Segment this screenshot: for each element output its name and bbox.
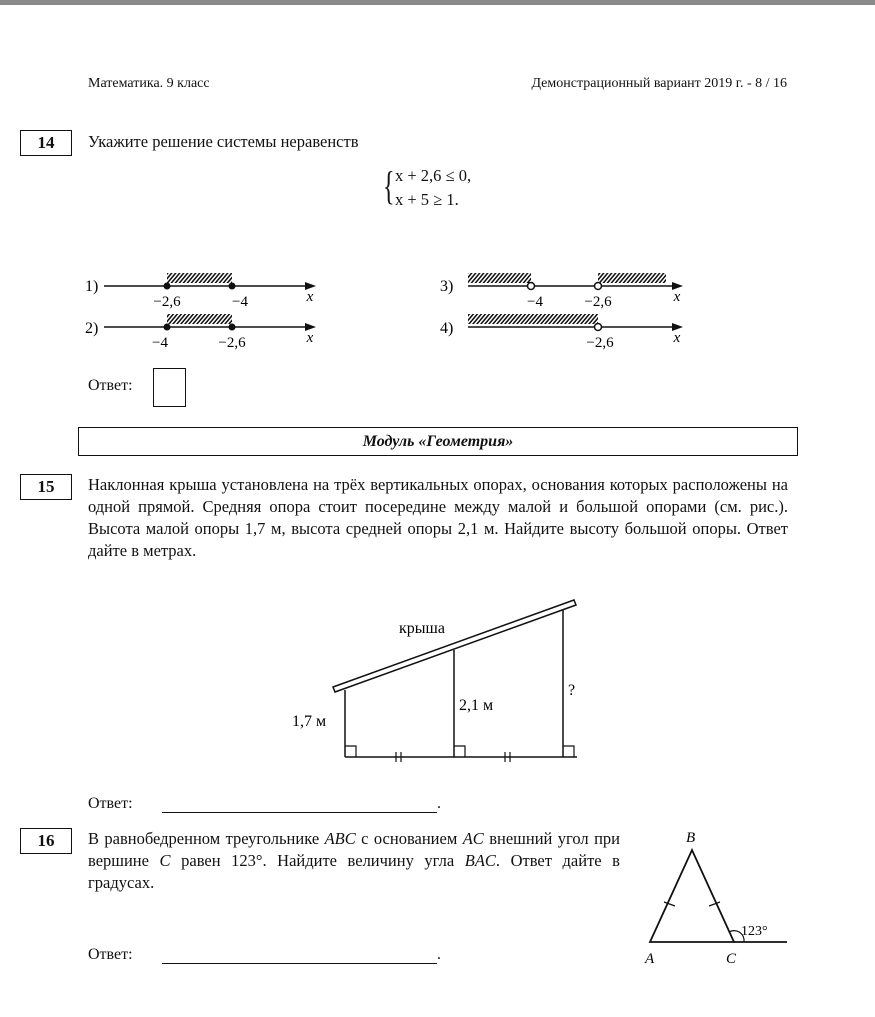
option-1-point-a bbox=[164, 283, 171, 290]
q16-text-5: . Ответ дайте в градусах. bbox=[88, 851, 620, 892]
question-16-number: 16 bbox=[20, 828, 72, 854]
header-subject: Математика. 9 класс bbox=[88, 76, 210, 91]
q16-answer-line[interactable] bbox=[162, 963, 437, 964]
option-2-hatch bbox=[167, 314, 232, 324]
q16-answer-label: Ответ: bbox=[88, 946, 133, 963]
angle-label: 123° bbox=[741, 924, 768, 939]
option-4-tick: −2,6 bbox=[586, 335, 614, 351]
inequality-1: x + 2,6 ≤ 0, bbox=[395, 166, 472, 185]
roof-label: крыша bbox=[399, 620, 445, 637]
right-angle-large bbox=[563, 746, 574, 757]
question-15-number: 15 bbox=[20, 474, 72, 500]
q15-answer-end: . bbox=[437, 795, 441, 812]
top-border bbox=[0, 0, 875, 5]
tick-ab bbox=[664, 902, 675, 906]
right-angle-small bbox=[345, 746, 356, 757]
q16-text-abc: ABC bbox=[324, 829, 356, 848]
question-14-text: Укажите решение системы неравенств bbox=[88, 132, 359, 151]
option-1-tick-a: −2,6 bbox=[153, 294, 181, 310]
option-2-label: 2) bbox=[85, 320, 99, 337]
option-3-hatch-left bbox=[468, 273, 531, 283]
option-3-axis-label: x bbox=[673, 289, 681, 305]
right-angle-middle bbox=[454, 746, 465, 757]
inequality-2: x + 5 ≥ 1. bbox=[395, 190, 459, 209]
option-1[interactable] bbox=[85, 273, 316, 310]
q16-answer-end: . bbox=[437, 946, 441, 963]
vertex-a: A bbox=[645, 951, 655, 967]
middle-height-label: 2,1 м bbox=[459, 697, 494, 714]
option-1-tick-b: −4 bbox=[232, 294, 248, 310]
q15-answer-line[interactable] bbox=[162, 812, 437, 813]
option-2-axis-label: x bbox=[306, 330, 314, 346]
vertex-c: C bbox=[726, 951, 737, 967]
triangle-abc bbox=[650, 850, 734, 942]
option-1-point-b bbox=[229, 283, 236, 290]
number-line-options bbox=[0, 262, 875, 382]
option-4-label: 4) bbox=[440, 320, 454, 337]
option-4-point bbox=[595, 324, 602, 331]
option-2[interactable] bbox=[85, 314, 316, 351]
option-3-hatch-right bbox=[598, 273, 666, 283]
module-title: Модуль «Геометрия» bbox=[78, 427, 798, 456]
unknown-height-label: ? bbox=[568, 682, 576, 699]
option-4-hatch bbox=[468, 314, 598, 324]
q16-text-bac: BAC bbox=[464, 851, 496, 870]
option-3-point-a bbox=[528, 283, 535, 290]
q14-answer-box[interactable] bbox=[153, 368, 186, 407]
option-3-label: 3) bbox=[440, 278, 454, 295]
roof-figure bbox=[0, 590, 875, 770]
option-3-tick-a: −4 bbox=[527, 294, 543, 310]
option-3-point-b bbox=[595, 283, 602, 290]
option-4-axis-label: x bbox=[673, 330, 681, 346]
header-variant: Демонстрационный вариант 2019 г. - 8 / 16 bbox=[531, 76, 787, 91]
option-1-axis-label: x bbox=[306, 289, 314, 305]
q16-text-4: равен 123°. Найдите величину угла bbox=[170, 851, 465, 870]
option-3-tick-b: −2,6 bbox=[584, 294, 612, 310]
option-2-tick-b: −2,6 bbox=[218, 335, 246, 351]
q16-text-3: внешний угол при вершине bbox=[88, 829, 620, 870]
option-2-tick-a: −4 bbox=[152, 335, 168, 351]
q16-text-ac: AC bbox=[462, 829, 484, 848]
q15-answer-label: Ответ: bbox=[88, 795, 133, 812]
tick-bc bbox=[709, 902, 720, 906]
system-brace: { bbox=[383, 163, 395, 208]
option-3[interactable] bbox=[440, 273, 683, 310]
q16-text-c: C bbox=[159, 851, 171, 870]
option-1-label: 1) bbox=[85, 278, 99, 295]
option-1-hatch bbox=[167, 273, 232, 283]
option-2-point-a bbox=[164, 324, 171, 331]
q16-text-2: с основанием bbox=[355, 829, 463, 848]
question-15-text: Наклонная крыша установлена на трёх вертикальных опорах, основания которых расположены на одной прямой. Средняя опора стоит посередине между малой и большой опорами (см. рис.). Высота малой опоры 1,7 м, высота средней опоры 2,1 м. Найдите высоту большой опоры. Ответ дайте в метрах. bbox=[88, 475, 788, 560]
q16-text-1: В равнобедренном треугольнике bbox=[88, 829, 325, 848]
q14-answer-label: Ответ: bbox=[88, 377, 133, 394]
option-4[interactable] bbox=[440, 314, 683, 351]
vertex-b: B bbox=[686, 830, 696, 846]
small-height-label: 1,7 м bbox=[292, 713, 327, 730]
option-2-point-b bbox=[229, 324, 236, 331]
question-14-number: 14 bbox=[20, 130, 72, 156]
